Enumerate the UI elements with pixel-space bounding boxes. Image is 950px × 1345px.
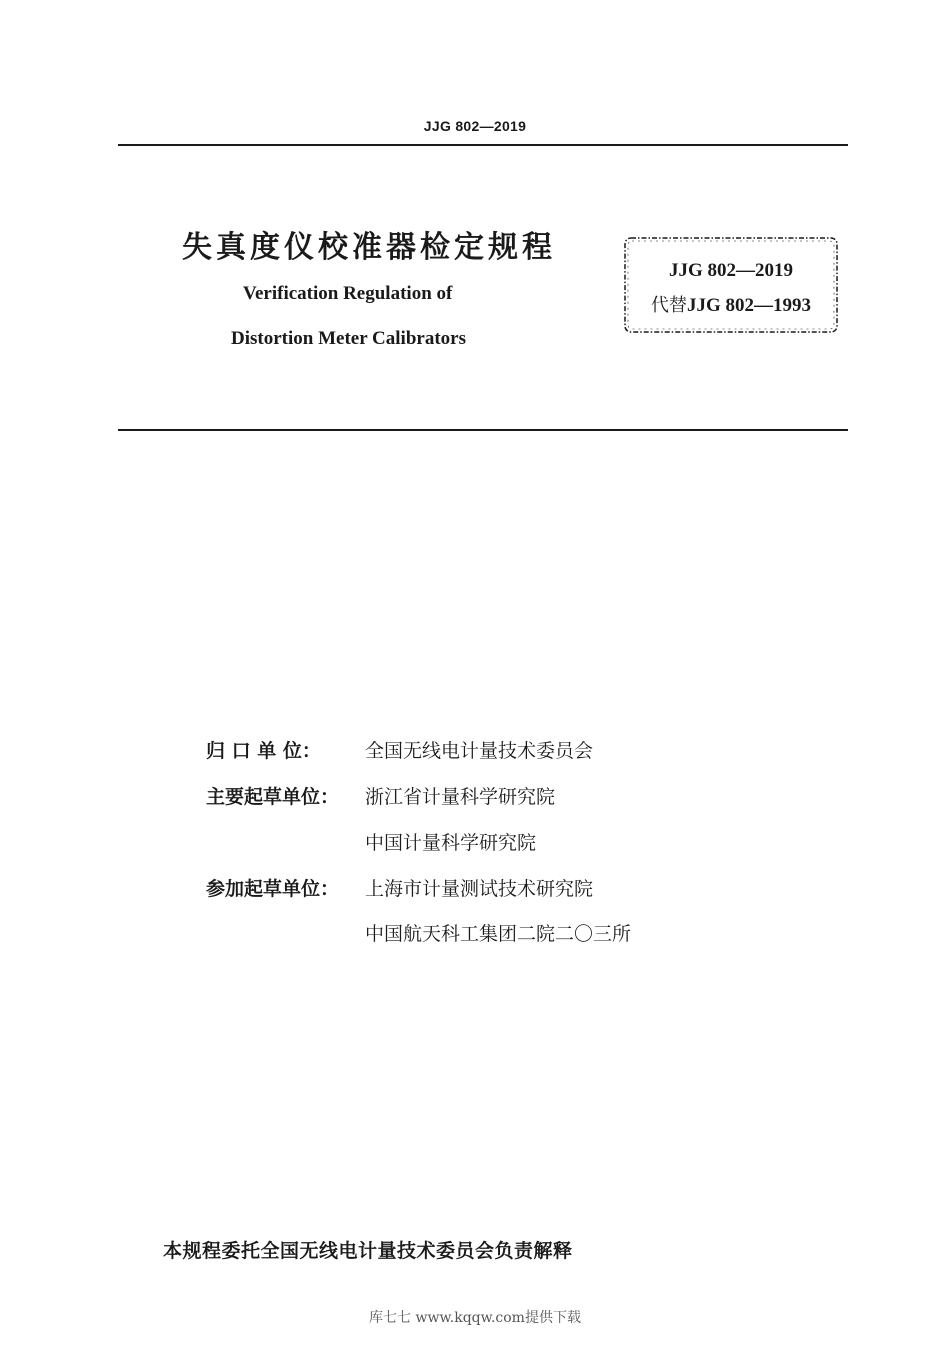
title-english-line1: Verification Regulation of bbox=[243, 283, 453, 304]
org-label-responsible: 归 口 单 位： bbox=[206, 740, 321, 762]
interpretation-note: 本规程委托全国无线电计量技术委员会负责解释 bbox=[163, 1240, 573, 1262]
org-value-main-drafting-2: 中国计量科学研究院 bbox=[365, 832, 537, 854]
org-label-main-drafting: 主要起草单位： bbox=[206, 786, 340, 808]
header-divider bbox=[118, 144, 848, 146]
standard-code-box bbox=[622, 235, 840, 335]
download-watermark: 库七七 www.kqqw.com提供下载 bbox=[369, 1310, 581, 1326]
standard-code: JJG 802—2019 bbox=[668, 260, 794, 281]
org-value-main-drafting-1: 浙江省计量科学研究院 bbox=[365, 786, 556, 808]
title-english-line2: Distortion Meter Calibrators bbox=[231, 328, 466, 349]
replaces-prefix: 代替 bbox=[650, 295, 687, 316]
ornamental-border-icon bbox=[622, 235, 840, 335]
title-chinese: 失真度仪校准器检定规程 bbox=[182, 230, 556, 265]
section-divider bbox=[118, 429, 848, 431]
org-value-responsible: 全国无线电计量技术委员会 bbox=[365, 740, 594, 762]
org-value-participating-drafting-2: 中国航天科工集团二院二〇三所 bbox=[365, 923, 632, 945]
replaces-line bbox=[622, 291, 840, 317]
header-standard-code: JJG 802—2019 bbox=[423, 118, 527, 134]
replaced-code: JJG 802—1993 bbox=[686, 295, 812, 316]
org-value-participating-drafting-1: 上海市计量测试技术研究院 bbox=[365, 878, 594, 900]
org-label-participating-drafting: 参加起草单位： bbox=[206, 878, 340, 900]
